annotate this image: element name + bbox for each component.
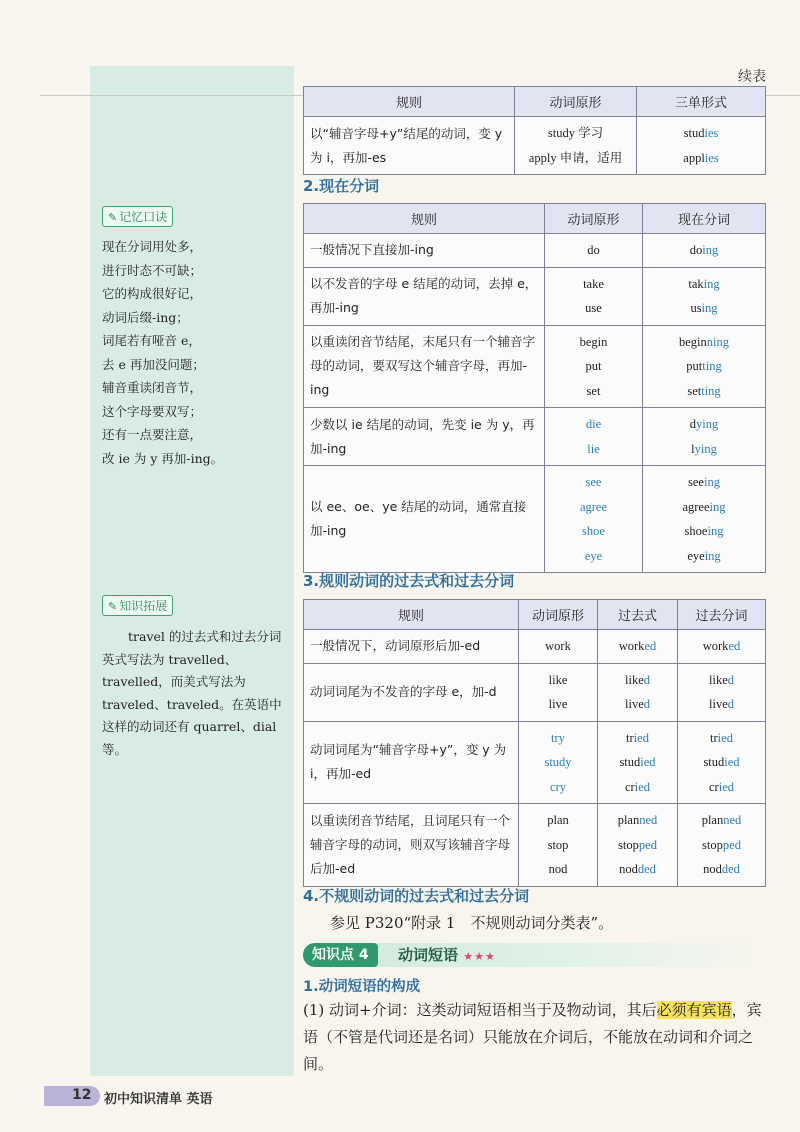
base-cell bbox=[515, 117, 637, 175]
participle-cell bbox=[678, 804, 766, 887]
word: set bbox=[586, 383, 601, 398]
base-cell bbox=[519, 630, 598, 664]
word: liked bbox=[625, 672, 650, 687]
past-tense-table bbox=[303, 599, 766, 887]
table-header: 现在分词 bbox=[643, 204, 766, 234]
paragraph-text: (1) 动词+介词：这类动词短语相当于及物动词，其后 bbox=[303, 1001, 657, 1019]
base-cell bbox=[545, 466, 643, 573]
third-person-table-wrap bbox=[303, 86, 766, 175]
word: live bbox=[548, 697, 568, 711]
word: tried bbox=[626, 730, 649, 745]
extension-title: 知识拓展 bbox=[119, 599, 168, 613]
memory-lines bbox=[102, 235, 287, 470]
word: study bbox=[544, 755, 572, 769]
word: agreeing bbox=[682, 499, 726, 514]
word: studied bbox=[703, 755, 740, 769]
memory-box bbox=[102, 206, 287, 470]
table-row bbox=[304, 466, 766, 573]
rule-cell: 少数以 ie 结尾的动词，先变 ie 为 y，再加-ing bbox=[304, 408, 545, 466]
word: lying bbox=[691, 441, 717, 456]
rule-cell: 以重读闭音节结尾，末尾只有一个辅音字母的动词，要双写这个辅音字母，再加-ing bbox=[304, 325, 545, 408]
note-icon: ✎ bbox=[108, 211, 118, 224]
section-heading: 2.现在分词 bbox=[303, 177, 380, 195]
word: die bbox=[585, 417, 602, 431]
word: like bbox=[548, 672, 568, 687]
word: planned bbox=[617, 813, 658, 827]
word: eye bbox=[584, 548, 603, 563]
table-header: 规则 bbox=[304, 600, 519, 630]
present-participle-table bbox=[303, 203, 766, 573]
word: see bbox=[585, 475, 602, 489]
word: taking bbox=[688, 276, 720, 291]
word: take bbox=[583, 276, 604, 291]
memory-title-tag bbox=[102, 206, 173, 227]
table-row bbox=[304, 325, 766, 408]
base-cell bbox=[545, 408, 643, 466]
table-row bbox=[304, 408, 766, 466]
memory-line: 还有一点要注意， bbox=[102, 427, 203, 442]
form-cell bbox=[643, 267, 766, 325]
word: put bbox=[585, 359, 602, 373]
word: doing bbox=[689, 243, 719, 257]
word: lived bbox=[709, 697, 734, 711]
word: stopped bbox=[702, 837, 741, 852]
past-cell bbox=[598, 721, 678, 804]
base-cell bbox=[545, 267, 643, 325]
word: using bbox=[690, 301, 718, 315]
word: nod bbox=[548, 862, 568, 876]
section-heading: 1.动词短语的构成 bbox=[303, 979, 421, 995]
word: work bbox=[545, 639, 571, 653]
form-cell bbox=[643, 325, 766, 408]
past-cell bbox=[598, 630, 678, 664]
table-row bbox=[304, 117, 766, 175]
table-header: 过去分词 bbox=[678, 600, 766, 630]
table-row bbox=[304, 663, 766, 721]
word: tried bbox=[710, 730, 733, 745]
word: worked bbox=[702, 639, 741, 653]
table-row bbox=[304, 630, 766, 664]
base-cell bbox=[545, 325, 643, 408]
form-cell bbox=[643, 408, 766, 466]
knowledge-point-bar bbox=[303, 943, 763, 967]
note-icon: ✎ bbox=[108, 600, 118, 613]
memory-line: 现在分词用处多， bbox=[102, 239, 203, 254]
word: lie bbox=[587, 441, 600, 456]
word: cry bbox=[550, 779, 566, 794]
word: cried bbox=[625, 779, 650, 794]
phrase-rule-paragraph bbox=[303, 997, 766, 1078]
word: studied bbox=[619, 755, 656, 769]
word: agree bbox=[579, 499, 608, 514]
word: worked bbox=[618, 639, 657, 653]
table-header: 规则 bbox=[304, 204, 545, 234]
section-heading: 4.不规则动词的过去式和过去分词 bbox=[303, 887, 530, 905]
word: seeing bbox=[688, 475, 720, 489]
extension-title-tag bbox=[102, 595, 173, 616]
word: nodded bbox=[703, 862, 740, 876]
table-header: 过去式 bbox=[598, 600, 678, 630]
rule-cell: 以不发音的字母 e 结尾的动词，去掉 e，再加-ing bbox=[304, 267, 545, 325]
word: lived bbox=[625, 697, 650, 711]
rule-cell: 以“辅音字母+y”结尾的动词，变 y 为 i，再加-es bbox=[304, 117, 515, 175]
base-cell bbox=[519, 804, 598, 887]
table-header: 动词原形 bbox=[519, 600, 598, 630]
rule-cell: 以 ee、oe、ye 结尾的动词，通常直接加-ing bbox=[304, 466, 545, 573]
table-row bbox=[304, 721, 766, 804]
importance-stars: ★★★ bbox=[463, 950, 496, 963]
word: dying bbox=[689, 417, 719, 431]
word: begin bbox=[579, 334, 608, 349]
memory-title: 记忆口诀 bbox=[119, 210, 168, 224]
highlighted-text: 必须有宾语 bbox=[656, 1001, 732, 1019]
word: use bbox=[585, 301, 602, 315]
memory-line: 动词后缀-ing； bbox=[102, 309, 189, 325]
word: shoe bbox=[582, 524, 605, 538]
form-cell bbox=[643, 234, 766, 268]
continued-label: 续表 bbox=[738, 69, 766, 85]
word: apply 申请，适用 bbox=[528, 150, 623, 165]
table-header: 动词原形 bbox=[545, 204, 643, 234]
participle-cell bbox=[678, 630, 766, 664]
word: liked bbox=[709, 672, 734, 687]
word: beginning bbox=[678, 334, 729, 349]
past-cell bbox=[598, 804, 678, 887]
memory-line: 词尾若有哑音 e， bbox=[102, 333, 201, 348]
word: study 学习 bbox=[547, 126, 604, 140]
word: do bbox=[587, 243, 600, 257]
word: studies bbox=[683, 126, 719, 140]
memory-line: 这个字母要双写； bbox=[102, 403, 203, 419]
table-row bbox=[304, 234, 766, 268]
extension-box bbox=[102, 595, 287, 761]
word: try bbox=[551, 730, 565, 745]
memory-line: 去 e 再加没问题； bbox=[102, 356, 205, 372]
word: plan bbox=[547, 813, 569, 827]
paragraph-text: ，宾语（不管是代词还是名词）只能放在介词后，不能放在动词和介词之间。 bbox=[303, 1001, 762, 1073]
knowledge-point-badge: 知识点 4 bbox=[303, 943, 378, 967]
participle-cell bbox=[678, 663, 766, 721]
appendix-reference: 参见 P320“附录 1 不规则动词分类表”。 bbox=[330, 914, 614, 932]
base-cell bbox=[519, 721, 598, 804]
word: stopped bbox=[618, 837, 657, 852]
extension-text: travel 的过去式和过去分词英式写法为 travelled、travelled，而美式写法为 traveled、traveled。在英语中这样的动词还有 quarrel、dial 等。 bbox=[102, 629, 282, 757]
word: shoeing bbox=[684, 524, 724, 538]
base-cell bbox=[545, 234, 643, 268]
table-header: 动词原形 bbox=[515, 87, 637, 117]
past-cell bbox=[598, 663, 678, 721]
table-row bbox=[304, 804, 766, 887]
word: stop bbox=[547, 837, 569, 852]
table-header: 三单形式 bbox=[637, 87, 766, 117]
table-row bbox=[304, 267, 766, 325]
table-header: 规则 bbox=[304, 87, 515, 117]
memory-line: 它的构成很好记， bbox=[102, 286, 203, 301]
book-title: 初中知识清单 英语 bbox=[104, 1092, 213, 1107]
past-tense-table-wrap bbox=[303, 599, 766, 887]
base-cell bbox=[519, 663, 598, 721]
rule-cell: 一般情况下直接加-ing bbox=[304, 234, 545, 268]
word: putting bbox=[686, 359, 722, 373]
third-person-table bbox=[303, 86, 766, 175]
rule-cell: 一般情况下，动词原形后加-ed bbox=[304, 630, 519, 664]
section-heading: 3.规则动词的过去式和过去分词 bbox=[303, 572, 515, 590]
page-number: 12 bbox=[72, 1087, 92, 1103]
word: planned bbox=[701, 813, 742, 827]
memory-line: 改 ie 为 y 再加-ing。 bbox=[102, 450, 224, 466]
word: setting bbox=[687, 383, 721, 398]
rule-cell: 以重读闭音节结尾，且词尾只有一个辅音字母的动词，则双写该辅音字母后加-ed bbox=[304, 804, 519, 887]
participle-cell bbox=[678, 721, 766, 804]
word: cried bbox=[709, 779, 734, 794]
form-cell bbox=[637, 117, 766, 175]
memory-line: 辅音重读闭音节， bbox=[102, 380, 203, 395]
word: eyeing bbox=[687, 548, 721, 563]
rule-cell: 动词词尾为“辅音字母+y”，变 y 为 i，再加-ed bbox=[304, 721, 519, 804]
form-cell bbox=[643, 466, 766, 573]
word: nodded bbox=[619, 862, 656, 876]
word: applies bbox=[683, 150, 719, 165]
memory-line: 进行时态不可缺； bbox=[102, 262, 203, 278]
present-participle-table-wrap bbox=[303, 203, 766, 573]
rule-cell: 动词词尾为不发音的字母 e，加-d bbox=[304, 663, 519, 721]
knowledge-point-title: 动词短语 ★★★ bbox=[398, 946, 496, 964]
